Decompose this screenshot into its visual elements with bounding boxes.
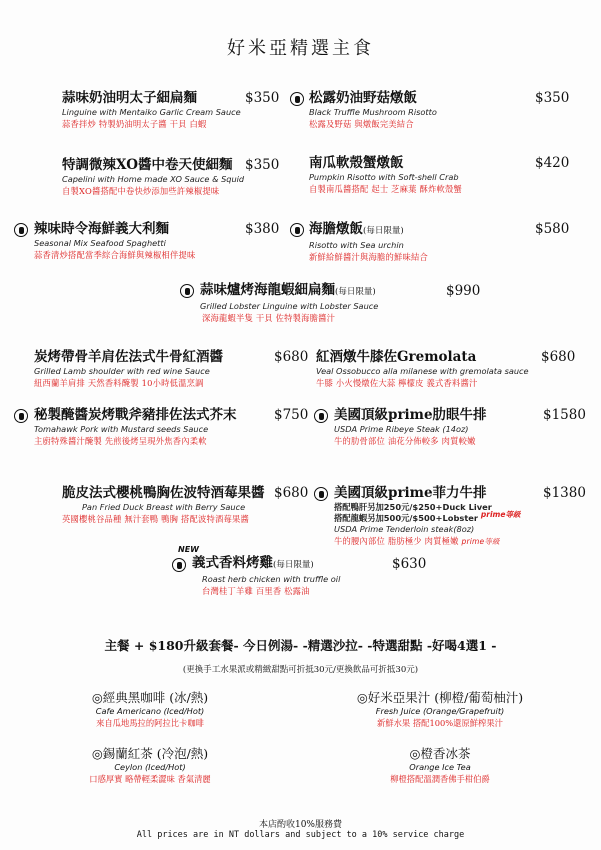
item-description: 深海龍蝦半隻 干貝 佐特製海膽醬汁 [202,313,336,323]
item-price: $350 [535,90,570,106]
menu-item-crab-risotto [309,155,462,195]
drink-english: Cafe Americano (Iced/Hot) [95,706,205,716]
item-english: USDA Prime Tenderloin steak(8oz) [334,524,475,534]
item-name: 脆皮法式櫻桃鴨胸佐波特酒莓果醬 [62,485,265,501]
item-description: 主廚特殊醬汁醃製 先煎後烤呈現外焦香內柔軟 [34,436,207,446]
item-price: $1580 [543,407,586,423]
drink-name: ◎橙香冰茶 [409,746,471,761]
item-description: 英國櫻桃谷品種 無汁套鴨 鴨胸 搭配波特酒莓果醬 [62,514,249,524]
item-description: 台灣桂丁羊雞 百里香 松露油 [202,586,310,596]
item-english: Grilled Lamb shoulder with red wine Sauce [34,366,210,376]
item-english: Risotto with Sea urchin [309,240,404,250]
drink-americano [40,690,260,729]
item-name: 美國頂級prime肋眼牛排 [334,407,487,423]
item-name: 紅酒燉牛膝佐Gremolata [316,349,477,365]
menu-item-truffle-risotto [309,90,437,130]
item-english: Black Truffle Mushroom Risotto [309,107,437,117]
signature-icon [172,558,186,572]
menu-item-xo-capelini [62,157,244,197]
item-price: $1380 [543,485,586,501]
set-upgrade-text: 主餐 + $180升級套餐- 今日例湯- -精選沙拉- -特選甜點 -好喝4選1 - [104,638,497,653]
drink-juice [320,690,560,729]
item-name: 秘製醃醬炭烤戰斧豬排佐法式芥末 [34,407,237,423]
item-english: Veal Ossobucco alla milanese with gremolata sauce [316,366,529,376]
item-english: Capelini with Home made XO Sauce & Squid [62,174,245,184]
drink-name: ◎錫蘭紅茶 (冷泡/熱) [91,746,209,761]
drink-description: 口感厚實 略帶輕柔澀味 香氣清麗 [89,774,211,784]
drink-english: Ceylon (Iced/Hot) [114,762,186,772]
item-name: 松露奶油野菇燉飯 [309,90,417,106]
prime-grade-tag: prime等級 [480,510,521,519]
drink-description: 來自瓜地馬拉的阿拉比卡咖啡 [96,718,204,728]
daily-limit-label: (每日限量) [273,560,314,570]
item-english: Roast herb chicken with truffle oil [202,574,341,584]
item-price: $680 [274,349,309,365]
item-english: Grilled Lobster Linguine with Lobster Sauce [200,301,379,311]
item-price: $680 [274,485,309,501]
item-description: 牛的腰內部位 脂肪極少 肉質極嫩 [334,536,459,546]
menu-item-ribeye [334,407,487,447]
item-price: $350 [245,90,280,106]
drink-orange-tea [320,746,560,785]
daily-limit-label: (每日限量) [335,287,376,297]
item-price: $680 [541,349,576,365]
item-english: USDA Prime Ribeye Steak (14oz) [334,424,469,434]
item-name: 義式香料烤雞 [192,555,273,571]
item-english: Pan Fried Duck Breast with Berry Sauce [82,502,246,512]
item-english: Seasonal Mix Seafood Spaghetti [34,238,166,248]
drink-name: ◎好米亞果汁 (柳橙/葡萄柚汁) [356,690,524,705]
item-description: 松露及野菇 與燉飯完美結合 [309,119,414,129]
menu-item-sea-urchin-risotto [309,221,428,263]
prime-grade-tag: prime等級 [461,537,500,546]
item-english: Tomahawk Pork with Mustard seeds Sauce [34,424,209,434]
item-price: $350 [245,157,280,173]
menu-item-seafood-spaghetti [34,221,195,261]
item-description: 牛的肋骨部位 油花分佈較多 肉質較嫩 [334,436,476,446]
menu-item-tomahawk-pork [34,407,237,447]
item-description: 新鮮給鮮醬汁與海膽的鮮味結合 [309,252,428,262]
item-english: Pumpkin Risotto with Soft-shell Crab [309,172,459,182]
item-price: $750 [274,407,309,423]
signature-icon [180,284,194,298]
item-english: Linguine with Mentaiko Garlic Cream Sauce [62,107,241,117]
drink-description: 柳橙搭配溫潤香佛手柑伯爵 [390,774,490,784]
menu-item-roast-chicken [192,555,340,597]
item-price: $990 [446,283,481,299]
item-price: $380 [245,221,280,237]
item-description: 蒜香清炒搭配當季綜合海鮮與辣椒相伴提味 [34,250,196,260]
new-badge: NEW [178,545,199,554]
signature-icon [314,409,328,423]
item-name: 特調微辣XO醬中卷天使細麵 [62,157,233,173]
menu-title: 好米亞精選主食 [227,38,374,59]
item-name: 蒜味奶油明太子細扁麵 [62,90,197,106]
menu-item-lobster-linguine [200,282,378,324]
menu-item-ossobuco [316,349,529,389]
signature-icon [290,92,304,106]
service-charge-note-english: All prices are in NT dollars and subject to a 10% service charge [136,830,465,840]
item-price: $420 [535,155,570,171]
signature-icon [290,223,304,237]
drink-english: Orange Ice Tea [409,762,471,772]
item-description: 自製XO醬搭配中卷快炒添加些許辣椒提味 [62,186,220,196]
item-name: 海膽燉飯 [309,221,363,237]
set-upgrade-note: (更換手工水果派或精緻甜點可折抵30元/更換飲品可折抵30元) [182,665,419,675]
item-description: 紐西蘭羊肩排 天然香料醃製 10小時低溫烹調 [34,378,204,388]
item-price: $580 [535,221,570,237]
item-lobster-option: 搭配龍蝦另加500元/$500+Lobster [334,513,479,523]
item-name: 美國頂級prime菲力牛排 [334,485,487,501]
item-description: 牛膝 小火慢燉佐大蒜 檸檬皮 義式香料醬汁 [316,378,478,388]
service-charge-note: 本店酌收10%服務費 [258,820,342,830]
drink-name: ◎經典黑咖啡 (冰/熱) [91,690,209,705]
drink-ceylon [40,746,260,785]
menu-item-tenderloin [334,485,520,548]
item-duck-liver-option: 搭配鴨肝另加250元/$250+Duck Liver [334,502,492,512]
drink-english: Fresh Juice (Orange/Grapefruit) [375,706,505,716]
item-name: 南瓜軟殼蟹燉飯 [309,155,404,171]
menu-item-duck-breast [62,485,265,525]
signature-icon [14,409,28,423]
item-description: 自製南瓜醬搭配 起士 芝麻葉 酥炸軟殼蟹 [309,184,462,194]
signature-icon [14,223,28,237]
menu-item-lamb-shoulder [34,349,223,389]
item-name: 蒜味爐烤海龍蝦細扁麵 [200,282,335,298]
item-name: 炭烤帶骨羊肩佐法式牛骨紅酒醬 [34,349,223,365]
signature-icon [314,487,328,501]
daily-limit-label: (每日限量) [363,226,404,236]
item-description: 蒜香拌炒 特製奶油明太子醬 干貝 白蝦 [62,119,207,129]
drink-description: 新鮮水果 搭配100%還原鮮榨果汁 [377,718,503,728]
item-price: $630 [392,556,427,572]
item-name: 辣味時令海鮮義大利麵 [34,221,169,237]
menu-item-mentaiko-linguine [62,90,241,130]
